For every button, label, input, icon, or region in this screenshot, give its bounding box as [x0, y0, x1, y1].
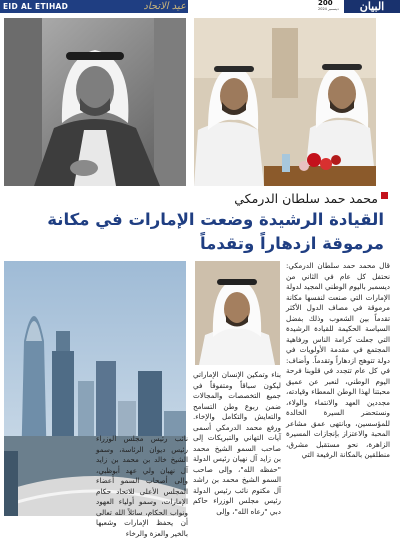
header-date: 2024 ديسمبر [318, 7, 339, 11]
anniversary-number: 200 [318, 0, 333, 7]
article-column-middle: بناء وتمكين الإنسان الإماراتي ليكون سباقاً ومتفوقاً في جميع التخصصات والمجالات ضمن ربوع وطن التسامح والتعايش والتكامل والإخاء. ورفع محمد الدرمكي أسمى آيات التهاني والتبريكات إلى صاحب السمو الشيخ محمد بن زايد آل نهيان رئيس الدولة "حفظه الله"، وإلى صاحب السمو الشيخ محمد بن راشد آل مكتوم نائب رئيس الدولة رئيس مجلس الوزراء حاكم دبي "رعاه الله"، وإلى [193, 370, 281, 516]
headline-line-2: مرموقة ازدهاراً وتقدماً [199, 234, 384, 253]
banner-arabic-logo: عيد الاتحاد [143, 1, 186, 12]
leader-portrait-photo [4, 18, 186, 186]
article-byline: محمد حمد سلطان الدرمكي [234, 191, 378, 206]
author-portrait-photo [195, 261, 280, 365]
headline-line-1: القيادة الرشيدة وضعت الإمارات في مكانة [47, 210, 384, 229]
banner-latin-text: EID AL ETIHAD [3, 2, 69, 11]
article-headline [8, 208, 384, 256]
newspaper-logo: البيان [344, 0, 400, 13]
article-column-left: نائب رئيس مجلس الوزراء رئيس ديوان الرئاسة، وسمو الشيخ خالد بن محمد بن زايد آل نهيان ولي عهد أبوظبي، وإلى أصحاب السمو أعضاء المجلس الأعلى للاتحاد حكام الإمارات، وسمو أولياء العهود ونواب الحكام، سائلاً الله تعالى أن يحفظ الإمارات وشعبها بالخير والعزة والرخاء [96, 434, 188, 538]
leaders-meeting-photo [194, 18, 376, 186]
article-marker [381, 192, 388, 199]
article-column-right: قال محمد حمد سلطان الدرمكي: نحتفل كل عام في الثاني من ديسمبر باليوم الوطني المجيد لدولة الإمارات التي صنعت لنفسها مكانة مرموقة في مصاف الدول الأكثر تقدماً بين الشعوب وذلك بفضل السياسة الحكيمة للقيادة الرشيدة التي جعلت كرامة الناس ورفاهية المجتمع في مقدمة الأولويات في دولة تتوهج ازدهاراً وتقدماً. وأضاف: في كل عام تتجدد في قلوبنا فرحة اليوم الوطني، لنعبر عن عميق محبتنا لهذا الوطن المعطاء وقيادته، مجددين العهد والانتماء والولاء، ونستحضر السيرة الخالدة للمؤسسين، وبانتهى عمق مشاعر المحبة والاعتزاز بإنجازات المسيرة الزاهرة، نحو مستقبل مشرق، منطلقين بالمكانة الرفيعة التي [286, 261, 390, 459]
